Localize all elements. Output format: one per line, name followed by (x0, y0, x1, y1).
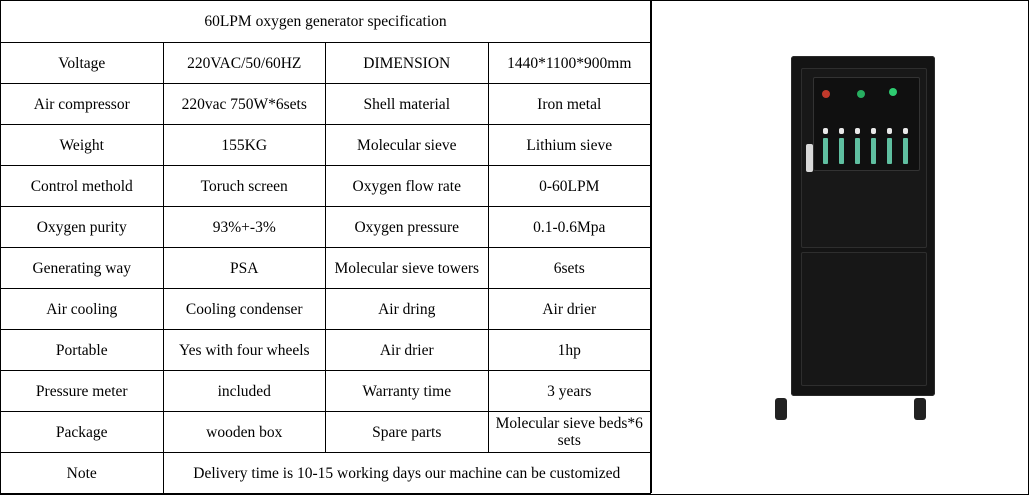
spec-label: Oxygen pressure (326, 207, 489, 248)
table-row (1, 289, 651, 330)
spec-value: wooden box (163, 412, 326, 453)
spec-label: Weight (1, 125, 164, 166)
flow-gauge-icon (887, 128, 892, 164)
door-handle-icon (806, 144, 813, 172)
spec-value: 6sets (488, 248, 651, 289)
table-row (1, 166, 651, 207)
flow-gauge-icon (823, 128, 828, 164)
control-window (813, 77, 920, 171)
spec-label: Air cooling (1, 289, 164, 330)
spec-value: 1440*1100*900mm (488, 43, 651, 84)
flow-gauge-icon (855, 128, 860, 164)
spec-label: Air dring (326, 289, 489, 330)
spec-value: 0.1-0.6Mpa (488, 207, 651, 248)
spec-value: 220vac 750W*6sets (163, 84, 326, 125)
table-row (1, 330, 651, 371)
spec-label: DIMENSION (326, 43, 489, 84)
spec-label: Warranty time (326, 371, 489, 412)
flow-gauge-icon (903, 128, 908, 164)
flow-gauge-icon (839, 128, 844, 164)
table-row (1, 371, 651, 412)
green-indicator-icon (889, 88, 897, 96)
spec-value: Air drier (488, 289, 651, 330)
table-row (1, 84, 651, 125)
spec-label: Control methold (1, 166, 164, 207)
spec-label: Portable (1, 330, 164, 371)
note-label: Note (1, 453, 164, 494)
note-row (1, 453, 651, 494)
wheel-icon (914, 398, 926, 420)
spec-value: 93%+-3% (163, 207, 326, 248)
upper-door (801, 68, 927, 248)
spec-label: Molecular sieve towers (326, 248, 489, 289)
spec-value: 220VAC/50/60HZ (163, 43, 326, 84)
table-row (1, 125, 651, 166)
spec-value: 3 years (488, 371, 651, 412)
table-row (1, 248, 651, 289)
table-row (1, 43, 651, 84)
spec-label: Spare parts (326, 412, 489, 453)
spec-label: Generating way (1, 248, 164, 289)
spec-label: Oxygen purity (1, 207, 164, 248)
spec-label: Shell material (326, 84, 489, 125)
spec-label: Voltage (1, 43, 164, 84)
spec-label: Oxygen flow rate (326, 166, 489, 207)
spec-label: Molecular sieve (326, 125, 489, 166)
red-indicator-icon (822, 90, 830, 98)
spec-value: Iron metal (488, 84, 651, 125)
spec-label: Air compressor (1, 84, 164, 125)
spec-value: 0-60LPM (488, 166, 651, 207)
lower-door (801, 252, 927, 386)
spec-value: Toruch screen (163, 166, 326, 207)
table-row (1, 207, 651, 248)
table-title: 60LPM oxygen generator specification (1, 1, 651, 43)
flow-gauge-icon (871, 128, 876, 164)
spec-value: Molecular sieve beds*6 sets (488, 412, 651, 453)
oxygen-generator-cabinet-icon (791, 56, 935, 396)
table-title-row (1, 1, 651, 43)
spec-value: Lithium sieve (488, 125, 651, 166)
spec-value: 1hp (488, 330, 651, 371)
spec-value: Cooling condenser (163, 289, 326, 330)
product-photo-panel (651, 0, 1028, 493)
table-row (1, 412, 651, 453)
wheel-icon (775, 398, 787, 420)
spec-value: 155KG (163, 125, 326, 166)
spec-label: Package (1, 412, 164, 453)
note-text: Delivery time is 10-15 working days our machine can be customized (163, 453, 651, 494)
spec-label: Air drier (326, 330, 489, 371)
green-indicator-icon (857, 90, 865, 98)
spec-value: PSA (163, 248, 326, 289)
spec-value: Yes with four wheels (163, 330, 326, 371)
spec-value: included (163, 371, 326, 412)
spec-label: Pressure meter (1, 371, 164, 412)
